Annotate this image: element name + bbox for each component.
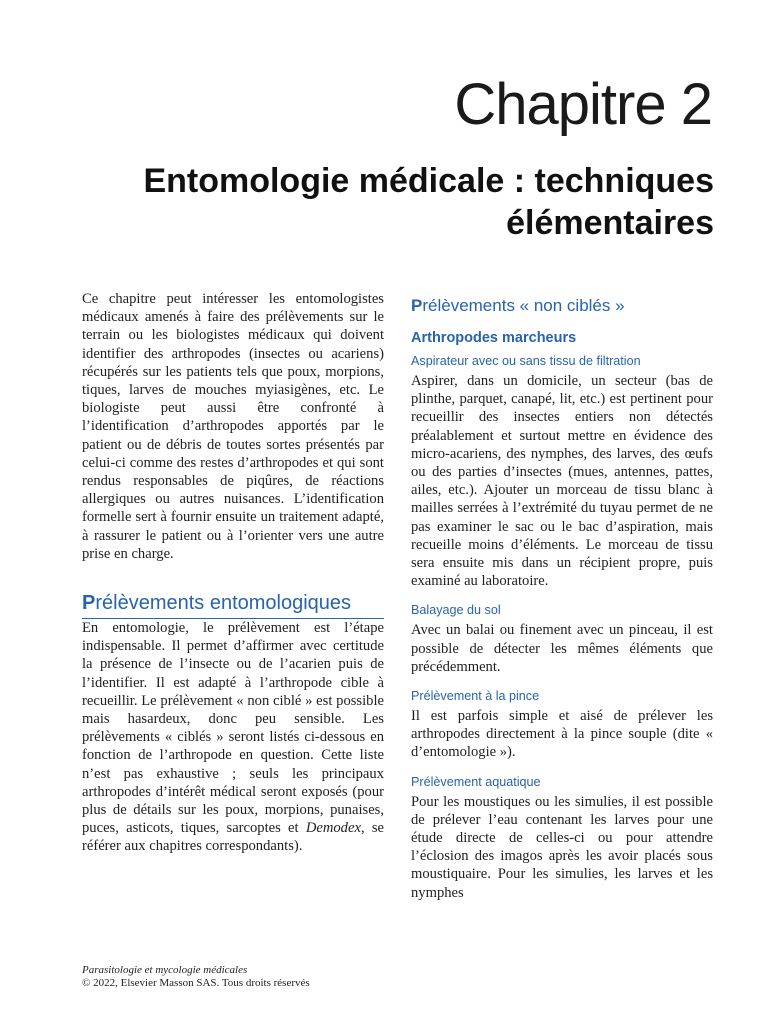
- intro-paragraph: Ce chapitre peut intéresser les entomologistes médicaux amenés à faire des prélèvements sur le terrain ou les biologistes médicaux qui doivent identifier des arthropodes (insectes ou acariens) récupérés sur les patients tels que poux, morpions, tiques, larves de mouches myiasigènes, etc. Le biologiste peut aussi être confronté à l’identification d’arthropodes apportés par le patient ou de débris de toutes sortes présentés par celui-ci comme des restes d’arthropodes et qui sont rendus responsables de piqûres, de réactions allergiques ou autres nuisances. L’identification formelle sert à fournir ensuite un traitement adapté, à rassurer le patient ou à l’orienter vers une autre prise en charge.: [82, 291, 384, 562]
- section-heading-non-cibles: [411, 296, 713, 316]
- paragraph-part-2: , se référer aux chapitres correspondants).: [82, 820, 384, 855]
- left-column: [82, 290, 384, 856]
- heading-initial: P: [82, 592, 96, 615]
- block-heading: Aspirateur avec ou sans tissu de filtration: [411, 354, 641, 368]
- block-paragraph: Avec un balai ou finement avec un pinceau, il est possible de détecter les mêmes éléments que précédemment.: [411, 622, 713, 675]
- chapter-title: Entomologie médicale : techniques élémentaires: [143, 162, 714, 242]
- block-paragraph: Aspirer, dans un domicile, un secteur (bas de plinthe, parquet, canapé, lit, etc.) est pertinent pour recueillir des insectes entiers non détectés préalablement et surtout mettre en évidence des micro-acariens, des nymphes, des larves, des œufs ou des parties d’insectes (mues, antennes, pattes, ailes, etc.). Ajouter un morceau de tissu blanc à mailles serrées à l’extrémité du tuyau permet de ne pas examiner le sac ou le bac d’aspiration, mais recueille moins d’éléments. Le morceau de tissu sera ensuite mis dans un récipient propre, puis examiné au laboratoire.: [411, 373, 713, 590]
- block-heading: Prélèvement aquatique: [411, 774, 541, 789]
- subsection-heading-arthropodes-marcheurs: Arthropodes marcheurs: [411, 330, 577, 346]
- heading-initial: P: [411, 296, 423, 315]
- paragraph-part-1: En entomologie, le prélèvement est l’étape indispensable. Il permet d’affirmer avec certitude la présence de l’insecte ou de l’acarien puis de l’identifier. Il est adapté à l’arthropode cible à recueillir. Le prélèvement « non ciblé » est possible mais hasardeux, donc peu sensible. Les prélèvements « ciblés » seront listés ci-dessous en fonction de l’arthropode en question. Cette liste n’est pas exhaustive ; seuls les principaux arthropodes d’intérêt médical seront exposés (pour plus de détails sur les poux, morpions, punaises, puces, asticots, tiques, sarcoptes et: [82, 620, 384, 837]
- heading-rest: rélèvements entomologiques: [95, 592, 352, 615]
- block-paragraph: Pour les moustiques ou les simulies, il est possible de prélever l’eau contenant les larves pour une étude directe de celles-ci ou pour attendre l’éclosion des imagos après les avoir placés sous moustiquaire. Pour les simulies, les larves et les nymphes: [411, 793, 713, 901]
- section-paragraph: [82, 619, 384, 856]
- heading-rest: rélèvements « non ciblés »: [422, 296, 625, 315]
- footer-journal-title: Parasitologie et mycologie médicales: [82, 964, 248, 976]
- block-heading: Prélèvement à la pince: [411, 689, 540, 704]
- paragraph-italic-term: Demodex: [305, 820, 361, 837]
- block-paragraph: Il est parfois simple et aisé de prélever les arthropodes directement à la pince souple (dite « d’entomologie »).: [411, 708, 713, 761]
- page-footer: [82, 964, 310, 990]
- section-heading-prelevements-entomologiques: [82, 593, 384, 619]
- block-heading: Balayage du sol: [411, 603, 501, 618]
- chapter-label: Chapitre 2: [454, 72, 712, 137]
- footer-copyright: © 2022, Elsevier Masson SAS. Tous droits réservés: [82, 977, 310, 989]
- right-column: [411, 290, 713, 902]
